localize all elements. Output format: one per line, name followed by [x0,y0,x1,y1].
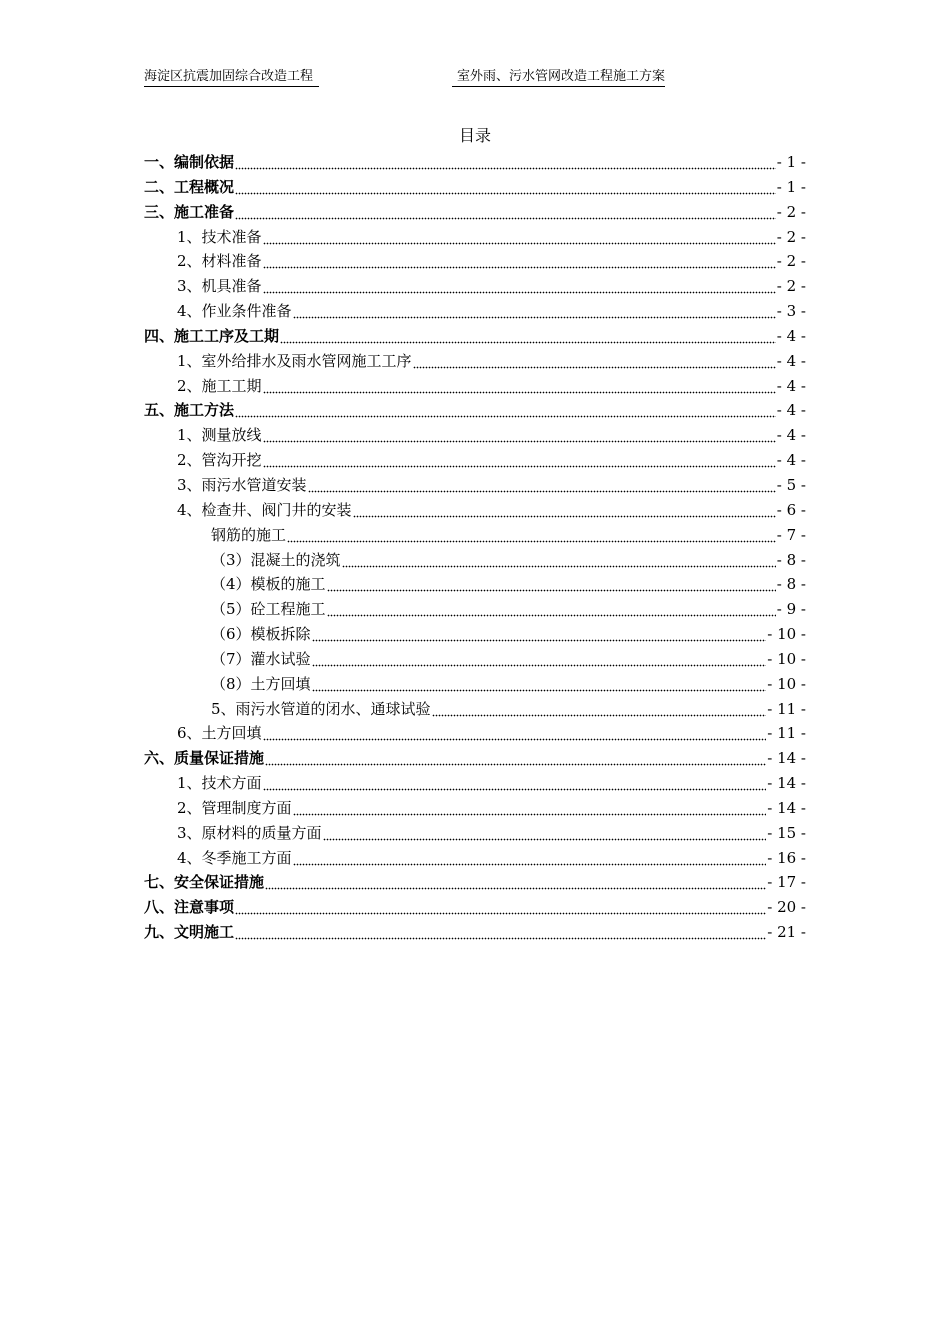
toc-entry[interactable] [144,249,806,274]
toc-entry-page-number: - 1 - [776,153,806,171]
toc-entry-text: 3、原材料的质量方面 [177,823,322,842]
toc-entry[interactable] [144,672,806,697]
toc-leader-dots [312,647,767,672]
toc-entry-text: 5、雨污水管道的闭水、通球试验 [211,699,431,718]
toc-entry-text: 4、作业条件准备 [177,302,292,321]
toc-leader-dots [327,597,776,622]
toc-entry-text: 七、安全保证措施 [144,873,265,892]
toc-entry[interactable] [144,572,806,597]
toc-entry-text: 1、技术方面 [177,774,262,793]
toc-entry-page-number: - 10 - [767,625,806,644]
toc-entry[interactable] [144,821,806,846]
toc-entry[interactable] [144,846,806,871]
toc-entry[interactable] [144,448,806,473]
toc-entry[interactable] [144,324,806,349]
toc-leader-dots [263,423,776,448]
toc-entry-text: （7）灌水试验 [211,649,311,668]
toc-entry[interactable] [144,771,806,796]
toc-leader-dots [312,672,767,697]
toc-entry[interactable] [144,225,806,250]
header-document-title: 室外雨、污水管网改造工程施工方案 [452,68,665,87]
toc-entry[interactable] [144,796,806,821]
toc-leader-dots [342,548,776,573]
toc-entry-page-number: - 4 - [776,351,806,370]
toc-entry-page-number: - 14 - [767,774,806,793]
toc-entry-text: 2、管理制度方面 [177,798,292,817]
toc-leader-dots [293,796,767,821]
toc-entry-text: 2、管沟开挖 [177,451,262,470]
toc-entry[interactable] [144,548,806,573]
toc-leader-dots [293,846,767,871]
toc-leader-dots [263,721,767,746]
toc-entry-page-number: - 2 - [776,202,806,221]
toc-leader-dots [308,473,776,498]
toc-entry-text: （6）模板拆除 [211,625,311,644]
toc-entry-page-number: - 20 - [767,898,806,917]
toc-entry[interactable] [144,299,806,324]
toc-entry[interactable] [144,274,806,299]
toc-entry-text: 二、工程概况 [144,177,235,196]
toc-entry-text: 2、施工工期 [177,376,262,395]
toc-leader-dots [263,225,776,250]
toc-entry-page-number: - 9 - [776,600,806,619]
toc-leader-dots [265,870,766,895]
toc-entry[interactable] [144,597,806,622]
toc-entry-page-number: - 11 - [767,699,806,718]
toc-entry-page-number: - 3 - [776,302,806,321]
toc-entry-page-number: - 15 - [767,823,806,842]
toc-entry-text: 1、室外给排水及雨水管网施工工序 [177,351,412,370]
header-project-name: 海淀区抗震加固综合改造工程 [144,68,319,87]
toc-entry[interactable] [144,398,806,423]
toc-entry-text: （4）模板的施工 [211,575,326,594]
toc-entry-text: 九、文明施工 [144,923,235,942]
toc-entry-text: 三、施工准备 [144,202,235,221]
toc-leader-dots [327,572,776,597]
toc-entry[interactable] [144,870,806,895]
toc-entry-page-number: - 2 - [776,252,806,271]
toc-leader-dots [235,895,766,920]
toc-title: 目录 [458,126,491,145]
toc-entry-page-number: - 17 - [767,873,806,892]
toc-entry[interactable] [144,746,806,771]
toc-entry-text: 6、土方回填 [177,724,262,743]
toc-entry-text: 3、机具准备 [177,277,262,296]
toc-entry-text: 一、编制依据 [144,153,235,171]
toc-leader-dots [432,697,767,722]
toc-entry-page-number: - 4 - [776,451,806,470]
toc-entry-text: 4、冬季施工方面 [177,848,292,867]
toc-leader-dots [235,398,776,423]
toc-entry-page-number: - 2 - [776,277,806,296]
toc-entry-page-number: - 4 - [776,426,806,445]
toc-entry[interactable] [144,374,806,399]
toc-entry-text: 四、施工工序及工期 [144,326,280,345]
toc-entry-text: （5）砼工程施工 [211,600,326,619]
toc-leader-dots [265,746,766,771]
toc-entry-text: 八、注意事项 [144,898,235,917]
toc-leader-dots [263,374,776,399]
toc-entry-page-number: - 8 - [776,575,806,594]
toc-entry-page-number: - 2 - [776,227,806,246]
toc-entry-page-number: - 6 - [776,500,806,519]
toc-leader-dots [263,771,767,796]
toc-leader-dots [235,150,776,175]
toc-entry-page-number: - 11 - [767,724,806,743]
toc-leader-dots [263,274,776,299]
toc-entry-page-number: - 4 - [776,401,806,420]
toc-leader-dots [287,523,776,548]
toc-entry[interactable] [144,697,806,722]
toc-leader-dots [280,324,776,349]
toc-entry[interactable] [144,349,806,374]
toc-entry-page-number: - 14 - [767,798,806,817]
toc-entry-text: 4、检查井、阀门井的安装 [177,500,352,519]
toc-entry[interactable] [144,647,806,672]
page-header [0,68,950,88]
toc-entry[interactable] [144,523,806,548]
toc-entry[interactable] [144,200,806,225]
toc-entry-text: 五、施工方法 [144,401,235,420]
toc-leader-dots [312,622,767,647]
toc-leader-dots [263,448,776,473]
toc-entry-text: （8）土方回填 [211,674,311,693]
toc-entry[interactable] [144,920,806,945]
toc-leader-dots [235,920,766,945]
toc-leader-dots [235,175,776,200]
toc-entry[interactable] [144,473,806,498]
toc-entry-page-number: - 4 - [776,326,806,345]
toc-entry-text: 2、材料准备 [177,252,262,271]
toc-entry-page-number: - 5 - [776,475,806,494]
toc-entry-page-number: - 1 - [776,177,806,196]
toc-leader-dots [293,299,776,324]
toc-entry-text: 1、技术准备 [177,227,262,246]
toc-entry-page-number: - 7 - [776,525,806,544]
toc-leader-dots [235,200,776,225]
toc-entry-page-number: - 8 - [776,550,806,569]
toc-entry-page-number: - 4 - [776,376,806,395]
toc-entry-text: 3、雨污水管道安装 [177,475,307,494]
toc-entry-text: 钢筋的施工 [211,525,287,544]
toc-entry-text: （3）混凝土的浇筑 [211,550,341,569]
toc-entry-page-number: - 16 - [767,848,806,867]
toc-leader-dots [413,349,776,374]
toc-leader-dots [353,498,776,523]
table-of-contents [144,150,806,945]
toc-entry-page-number: - 10 - [767,649,806,668]
toc-entry[interactable] [144,423,806,448]
toc-entry[interactable] [144,498,806,523]
toc-entry[interactable] [144,721,806,746]
toc-leader-dots [263,249,776,274]
toc-entry[interactable] [144,622,806,647]
toc-entry[interactable] [144,895,806,920]
toc-entry-text: 六、质量保证措施 [144,749,265,768]
toc-entry-page-number: - 14 - [767,749,806,768]
toc-leader-dots [323,821,767,846]
toc-entry-page-number: - 21 - [767,923,806,942]
toc-entry-page-number: - 10 - [767,674,806,693]
toc-entry[interactable] [144,150,806,175]
toc-entry[interactable] [144,175,806,200]
toc-entry-text: 1、测量放线 [177,426,262,445]
